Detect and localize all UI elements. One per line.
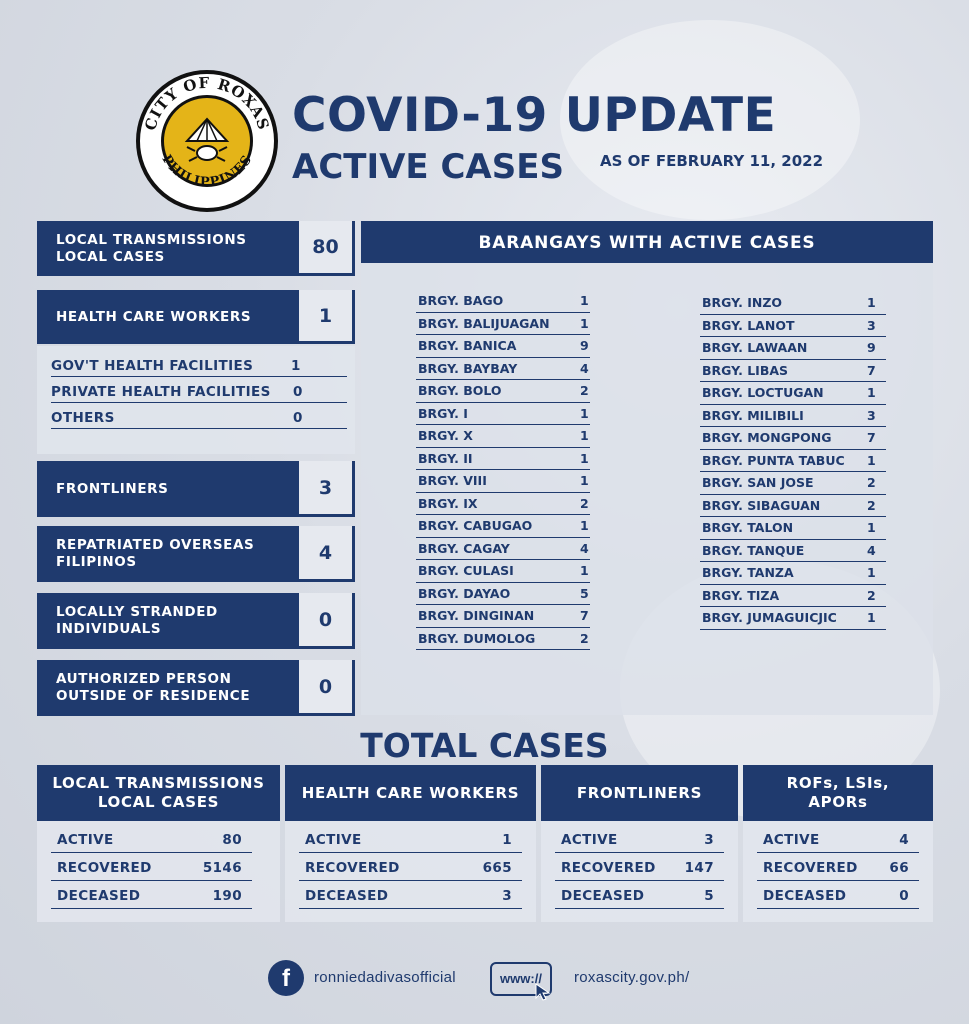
stat-label-line2: INDIVIDUALS xyxy=(56,621,162,637)
seal-text-bottom: PHILIPPINES xyxy=(158,152,256,191)
stat-label: FRONTLINERS xyxy=(37,461,299,517)
barangay-row xyxy=(700,427,886,450)
totals-row-recovered xyxy=(555,855,724,881)
totals-title-line: FRONTLINERS xyxy=(576,783,703,802)
facebook-icon[interactable]: f xyxy=(268,960,304,996)
barangay-row xyxy=(416,313,590,336)
stat-repatriated-overseas-filipinos xyxy=(37,526,355,582)
barangay-count: 1 xyxy=(580,315,589,331)
barangay-count: 1 xyxy=(580,563,589,578)
totals-row-value: 5146 xyxy=(202,860,242,876)
website-url[interactable]: roxascity.gov.ph/ xyxy=(574,969,690,986)
barangay-name: BRGY. LIBAS xyxy=(702,362,789,378)
hcw-breakdown-row xyxy=(51,376,347,403)
barangay-name: BRGY. INZO xyxy=(702,295,783,310)
breakdown-value: 0 xyxy=(293,410,303,426)
cursor-icon xyxy=(534,982,554,1002)
totals-row-label: RECOVERED xyxy=(561,860,656,876)
totals-title-line: LOCAL CASES xyxy=(97,793,220,811)
barangay-count: 1 xyxy=(867,520,876,535)
totals-row-deceased xyxy=(757,883,919,909)
barangay-row xyxy=(416,560,590,583)
totals-title-line: HEALTH CARE WORKERS xyxy=(301,783,520,802)
stat-authorized-person xyxy=(37,660,355,716)
totals-column-title xyxy=(541,765,738,821)
barangay-count: 1 xyxy=(867,610,876,625)
barangay-row xyxy=(700,607,886,630)
barangay-name: BRGY. TALON xyxy=(702,520,794,535)
stat-value: 80 xyxy=(299,221,355,276)
stat-local-transmissions xyxy=(37,221,355,276)
totals-row-value: 4 xyxy=(899,832,909,848)
barangay-row xyxy=(416,448,590,471)
barangay-count: 7 xyxy=(867,430,876,445)
barangay-count: 1 xyxy=(580,473,589,488)
totals-row-label: RECOVERED xyxy=(763,860,858,876)
stat-label-line1: AUTHORIZED PERSON xyxy=(56,671,232,687)
barangay-name: BRGY. TANQUE xyxy=(702,542,805,558)
totals-row-value: 3 xyxy=(704,832,714,848)
totals-column-title xyxy=(743,765,933,821)
breakdown-value: 1 xyxy=(291,358,301,374)
totals-row-label: ACTIVE xyxy=(763,832,820,848)
facebook-handle[interactable]: ronniedadivasofficial xyxy=(314,969,456,986)
breakdown-label: PRIVATE HEALTH FACILITIES xyxy=(51,384,271,400)
totals-row-label: DECEASED xyxy=(305,888,389,904)
barangay-count: 1 xyxy=(867,452,876,468)
totals-row-deceased xyxy=(299,883,522,909)
barangay-name: BRGY. DAYAO xyxy=(418,585,511,601)
barangay-name: BRGY. I xyxy=(418,405,468,421)
barangay-row xyxy=(416,515,590,538)
totals-row-label: ACTIVE xyxy=(561,832,618,848)
barangay-count: 3 xyxy=(867,407,876,423)
stat-value: 0 xyxy=(299,660,355,716)
totals-column xyxy=(37,765,280,922)
barangay-name: BRGY. MILIBILI xyxy=(702,407,804,423)
barangay-row xyxy=(416,583,590,606)
totals-row-label: ACTIVE xyxy=(305,832,362,848)
barangay-row xyxy=(700,495,886,518)
barangay-row xyxy=(700,472,886,495)
barangay-row xyxy=(416,628,590,651)
barangay-count: 4 xyxy=(580,540,589,556)
barangay-count: 2 xyxy=(580,630,589,646)
barangay-row xyxy=(416,538,590,561)
barangay-name: BRGY. BALIJUAGAN xyxy=(418,315,550,331)
stat-value: 4 xyxy=(299,526,355,582)
svg-text:CITY OF ROXAS xyxy=(141,74,273,133)
barangay-name: BRGY. TIZA xyxy=(702,587,780,603)
hcw-breakdown-row xyxy=(51,402,347,429)
barangay-name: BRGY. LANOT xyxy=(702,317,795,333)
barangay-name: BRGY. CULASI xyxy=(418,563,514,578)
totals-title-line: ROFs, LSIs, xyxy=(786,774,890,792)
website-icon-text: www:// xyxy=(500,971,542,986)
page-title: COVID-19 UPDATE xyxy=(292,88,777,143)
website-icon[interactable] xyxy=(490,962,552,996)
barangay-name: BRGY. MONGPONG xyxy=(702,430,832,445)
seal-text-top: CITY OF ROXAS xyxy=(141,74,273,133)
barangay-count: 2 xyxy=(867,587,876,603)
totals-row-recovered xyxy=(51,855,252,881)
totals-column-title xyxy=(285,765,536,821)
barangay-count: 1 xyxy=(867,295,876,310)
barangay-count: 1 xyxy=(580,428,589,443)
barangay-name: BRGY. CABUGAO xyxy=(418,518,533,533)
barangay-count: 1 xyxy=(580,293,589,308)
barangay-count: 5 xyxy=(580,585,589,601)
totals-row-value: 147 xyxy=(684,860,714,876)
barangay-name: BRGY. BOLO xyxy=(418,383,502,398)
barangay-name: BRGY. SIBAGUAN xyxy=(702,497,821,513)
barangay-name: BRGY. CAGAY xyxy=(418,540,510,556)
barangay-count: 4 xyxy=(580,360,589,376)
totals-row-label: DECEASED xyxy=(57,888,141,904)
barangay-count: 1 xyxy=(867,385,876,400)
totals-title-line: APORs xyxy=(808,793,868,811)
totals-column-title xyxy=(37,765,280,821)
barangay-row xyxy=(700,360,886,383)
barangay-count: 1 xyxy=(580,405,589,421)
stat-frontliners xyxy=(37,461,355,517)
totals-row-value: 0 xyxy=(899,888,909,904)
barangay-name: BRGY. BAYBAY xyxy=(418,360,518,376)
totals-row-label: ACTIVE xyxy=(57,832,114,848)
barangay-row xyxy=(416,380,590,403)
totals-row-deceased xyxy=(555,883,724,909)
barangay-name: BRGY. SAN JOSE xyxy=(702,475,814,490)
totals-row-active xyxy=(51,827,252,853)
stat-label-line1: REPATRIATED OVERSEAS xyxy=(56,537,255,553)
totals-row-value: 66 xyxy=(889,860,909,876)
barangay-row xyxy=(700,450,886,473)
barangay-row xyxy=(416,425,590,448)
barangay-count: 9 xyxy=(867,340,876,355)
hcw-breakdown-panel xyxy=(37,346,355,454)
barangay-row xyxy=(700,315,886,338)
totals-column xyxy=(285,765,536,922)
barangay-row xyxy=(700,540,886,563)
barangay-count: 9 xyxy=(580,338,589,353)
barangay-count: 3 xyxy=(867,317,876,333)
breakdown-label: OTHERS xyxy=(51,410,115,426)
barangay-name: BRGY. TANZA xyxy=(702,565,794,580)
totals-row-value: 1 xyxy=(502,832,512,848)
barangay-count: 4 xyxy=(867,542,876,558)
barangay-row xyxy=(416,358,590,381)
barangay-count: 7 xyxy=(867,362,876,378)
barangay-name: BRGY. JUMAGUICJIC xyxy=(702,610,837,625)
totals-row-label: RECOVERED xyxy=(305,860,400,876)
barangay-row xyxy=(700,337,886,360)
stat-value: 1 xyxy=(299,290,355,344)
stat-label-line2: OUTSIDE OF RESIDENCE xyxy=(56,688,251,704)
barangay-name: BRGY. VIII xyxy=(418,473,487,488)
barangay-name: BRGY. LOCTUGAN xyxy=(702,385,824,400)
barangay-count: 2 xyxy=(580,383,589,398)
stat-label-line2: FILIPINOS xyxy=(56,554,137,570)
barangay-name: BRGY. DUMOLOG xyxy=(418,630,536,646)
barangay-name: BRGY. LAWAAN xyxy=(702,340,808,355)
stat-label xyxy=(37,660,299,716)
barangay-name: BRGY. PUNTA TABUC xyxy=(702,452,845,468)
breakdown-value: 0 xyxy=(293,384,303,400)
barangay-row xyxy=(700,382,886,405)
barangay-row xyxy=(700,405,886,428)
page-subtitle: ACTIVE CASES xyxy=(292,147,564,187)
totals-row-label: RECOVERED xyxy=(57,860,152,876)
totals-row-value: 665 xyxy=(482,860,512,876)
barangay-row xyxy=(416,403,590,426)
barangay-name: BRGY. DINGINAN xyxy=(418,608,535,623)
stat-label-line1: LOCALLY STRANDED xyxy=(56,604,218,620)
barangay-row xyxy=(416,470,590,493)
totals-row-recovered xyxy=(757,855,919,881)
barangay-name: BRGY. BANICA xyxy=(418,338,517,353)
svg-text:PHILIPPINES xyxy=(158,152,255,190)
barangay-row xyxy=(416,605,590,628)
barangay-count: 1 xyxy=(867,565,876,580)
barangay-row xyxy=(700,292,886,315)
totals-title-line: LOCAL TRANSMISSIONS xyxy=(52,774,265,792)
barangay-count: 7 xyxy=(580,608,589,623)
stat-locally-stranded-individuals xyxy=(37,593,355,649)
barangay-row xyxy=(700,517,886,540)
barangay-count: 1 xyxy=(580,518,589,533)
barangay-row xyxy=(416,493,590,516)
totals-row-value: 5 xyxy=(704,888,714,904)
barangay-count: 2 xyxy=(580,495,589,511)
barangay-count: 1 xyxy=(580,450,589,466)
stat-label xyxy=(37,593,299,649)
totals-row-value: 3 xyxy=(502,888,512,904)
stat-label: HEALTH CARE WORKERS xyxy=(37,290,299,344)
totals-column xyxy=(541,765,738,922)
barangay-row xyxy=(700,562,886,585)
totals-row-active xyxy=(757,827,919,853)
totals-row-value: 190 xyxy=(212,888,242,904)
barangay-count: 2 xyxy=(867,475,876,490)
stat-value: 3 xyxy=(299,461,355,517)
totals-row-deceased xyxy=(51,883,252,909)
stat-label-line1: LOCAL TRANSMISSIONS xyxy=(56,231,247,248)
barangay-count: 2 xyxy=(867,497,876,513)
totals-row-active xyxy=(299,827,522,853)
barangay-row xyxy=(416,335,590,358)
barangay-heading: BARANGAYS WITH ACTIVE CASES xyxy=(361,221,933,263)
barangay-row xyxy=(416,290,590,313)
totals-row-recovered xyxy=(299,855,522,881)
totals-row-active xyxy=(555,827,724,853)
stat-health-care-workers xyxy=(37,290,355,344)
totals-row-label: DECEASED xyxy=(763,888,847,904)
totals-column xyxy=(743,765,933,922)
city-seal-logo xyxy=(136,70,278,212)
barangay-name: BRGY. BAGO xyxy=(418,293,504,308)
as-of-date: AS OF FEBRUARY 11, 2022 xyxy=(600,152,824,170)
totals-row-label: DECEASED xyxy=(561,888,645,904)
stat-label-line2: LOCAL CASES xyxy=(56,248,165,265)
stat-label xyxy=(37,526,299,582)
barangay-name: BRGY. II xyxy=(418,450,473,466)
barangay-name: BRGY. X xyxy=(418,428,473,443)
stat-label xyxy=(37,221,299,276)
barangay-row xyxy=(700,585,886,608)
stat-value: 0 xyxy=(299,593,355,649)
total-cases-heading: TOTAL CASES xyxy=(360,726,609,765)
totals-row-value: 80 xyxy=(222,832,242,848)
barangay-name: BRGY. IX xyxy=(418,495,478,511)
breakdown-label: GOV'T HEALTH FACILITIES xyxy=(51,358,254,374)
hcw-breakdown-row xyxy=(51,350,347,377)
